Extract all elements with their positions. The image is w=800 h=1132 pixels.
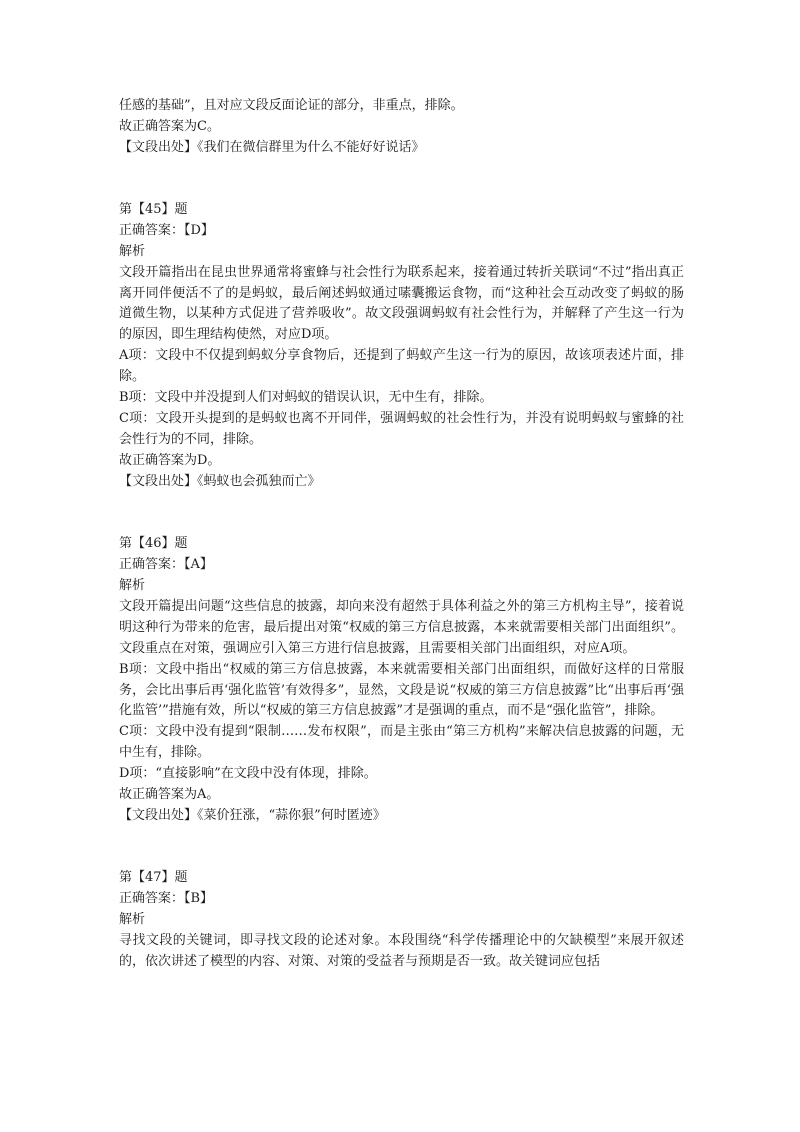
question-46-option-b: B项：文段中指出“权威的第三方信息披露，本来就需要相关部门出面组织，而做好这样的日常服务，会比出事后再‘强化监管’有效得多”，显然，文段是说“权威的第三方信息披露”比“出事后再‘强化监管’”措施有效，所以“权威的第三方信息披露”才是强调的重点，而不是“强化监管”，排除。 (119, 661, 684, 719)
question-47-analysis-label: 解析 (119, 912, 146, 928)
section-spacer (119, 159, 684, 200)
question-45-section (119, 200, 684, 493)
section-spacer (119, 827, 684, 869)
question-45-answer-label: 正确答案：【D】 (119, 222, 214, 238)
section-spacer (119, 493, 684, 535)
question-46-analysis-label: 解析 (119, 578, 146, 593)
intro-source: 【文段出处】《我们在微信群里为什么不能好好说话》 (119, 139, 425, 155)
question-47-analysis-main: 寻找文段的关键词，即寻找文段的论述对象。本段围绕“科学传播理论中的欠缺模型”来展开叙述的，依次讲述了模型的内容、对策、对策的受益者与预期是否一致。故关键词应包括 (119, 933, 684, 970)
intro-answer: 故正确答案为C。 (119, 118, 220, 134)
question-45-analysis-main: 文段开篇指出在昆虫世界通常将蜜蜂与社会性行为联系起来，接着通过转折关联词“不过”指出真正离开同伴便活不了的是蚂蚁，最后阐述蚂蚁通过嗉囊搬运食物，而“这种社会互动改变了蚂蚁的肠道微生物，以某种方式促进了营养吸收”。故文段强调蚂蚁有社会性行为，并解释了产生这一行为的原因，即生理结构使然，对应D项。 (119, 264, 684, 343)
intro-text-line: 任感的基础”，且对应文段反面论证的部分，非重点，排除。 (119, 98, 464, 113)
document-page (119, 96, 684, 973)
question-46-option-c: C项：文段中没有提到“限制……发布权限”，而是主张由“第三方机构”来解决信息披露的问题，无中生有，排除。 (119, 724, 684, 761)
question-46-heading: 第【46】题 (119, 536, 188, 552)
question-47-heading: 第【47】题 (119, 870, 188, 886)
question-45-analysis-label: 解析 (119, 243, 146, 259)
question-47-answer-label: 正确答案：【B】 (119, 891, 214, 907)
question-46-section (119, 534, 684, 827)
question-46-analysis-main: 文段开篇提出问题“这些信息的披露，却向来没有超然于具体利益之外的第三方机构主导”，接着说明这种行为带来的危害，最后提出对策“权威的第三方信息披露，本来就需要相关部门出面组织”。文段重点在对策，强调应引入第三方进行信息披露，且需要相关部门出面组织，对应A项。 (119, 598, 684, 656)
question-47-section (119, 868, 684, 973)
question-45-source: 【文段出处】《蚂蚁也会孤独而亡》 (119, 473, 321, 489)
question-46-answer: 故正确答案为A。 (119, 787, 220, 803)
question-45-answer: 故正确答案为D。 (119, 452, 221, 468)
question-46-source: 【文段出处】《菜价狂涨，“蒜你狠”何时匿迹》 (119, 807, 386, 823)
question-46-option-d: D项：“直接影响”在文段中没有体现，排除。 (119, 766, 377, 782)
question-45-option-c: C项：文段开头提到的是蚂蚁也离不开同伴，强调蚂蚁的社会性行为，并没有说明蚂蚁与蜜蜂的社会性行为的不同，排除。 (119, 410, 684, 447)
question-45-option-b: B项：文段中并没提到人们对蚂蚁的错误认识，无中生有，排除。 (119, 390, 493, 406)
question-46-answer-label: 正确答案：【A】 (119, 557, 213, 573)
question-45-option-a: A项：文段中不仅提到蚂蚁分享食物后，还提到了蚂蚁产生这一行为的原因，故该项表述片面，排除。 (119, 348, 684, 385)
question-45-heading: 第【45】题 (119, 201, 188, 217)
